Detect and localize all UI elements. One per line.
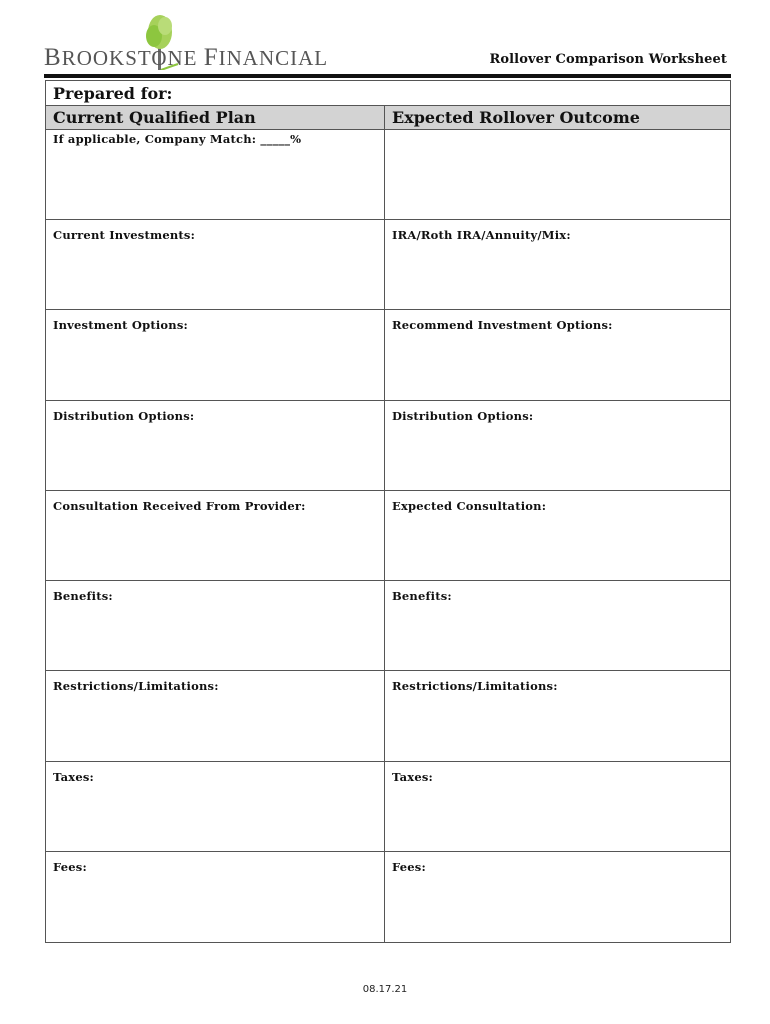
consultation-received-field[interactable]: Consultation Received From Provider:: [46, 491, 385, 580]
brand-logo: [44, 14, 329, 72]
table-row: [46, 762, 730, 852]
column-header-current-plan: Current Qualified Plan: [46, 106, 385, 129]
column-header-row: [46, 106, 730, 130]
taxes-current-field[interactable]: Taxes:: [46, 762, 385, 851]
recommend-investment-options-field[interactable]: Recommend Investment Options:: [392, 318, 613, 333]
table-row: [46, 581, 730, 671]
prepared-for-field[interactable]: Prepared for:: [46, 81, 730, 106]
distribution-options-expected-field[interactable]: Distribution Options:: [392, 408, 534, 423]
company-match-field[interactable]: If applicable, Company Match: _____%: [46, 130, 385, 219]
table-row: [46, 220, 730, 310]
footer-date-code: 08.17.21: [362, 984, 408, 995]
header-rule: [44, 74, 731, 78]
document-title: Rollover Comparison Worksheet: [489, 52, 727, 67]
brand-name: BROOKSTONE FINANCIAL: [44, 44, 329, 71]
worksheet-table: [45, 80, 731, 943]
expected-consultation-field[interactable]: Expected Consultation:: [392, 498, 547, 513]
fees-expected-field[interactable]: Fees:: [392, 859, 426, 874]
benefits-current-field[interactable]: Benefits:: [46, 581, 385, 670]
taxes-expected-field[interactable]: Taxes:: [392, 769, 434, 784]
current-investments-field[interactable]: Current Investments:: [46, 220, 385, 309]
benefits-expected-field[interactable]: Benefits:: [392, 589, 452, 604]
table-row: [46, 310, 730, 400]
restrictions-current-field[interactable]: Restrictions/Limitations:: [46, 671, 385, 760]
table-row: [46, 491, 730, 581]
expected-outcome-field[interactable]: [385, 130, 730, 219]
table-row: [46, 401, 730, 491]
table-row: [46, 671, 730, 761]
table-row: [46, 852, 730, 942]
comparison-rows: [46, 130, 730, 942]
investment-options-field[interactable]: Investment Options:: [46, 310, 385, 399]
column-header-expected-outcome: Expected Rollover Outcome: [392, 108, 640, 127]
ira-mix-field[interactable]: IRA/Roth IRA/Annuity/Mix:: [392, 228, 571, 243]
fees-current-field[interactable]: Fees:: [46, 852, 385, 942]
distribution-options-current-field[interactable]: Distribution Options:: [46, 401, 385, 490]
table-row: [46, 130, 730, 220]
restrictions-expected-field[interactable]: Restrictions/Limitations:: [392, 679, 558, 694]
